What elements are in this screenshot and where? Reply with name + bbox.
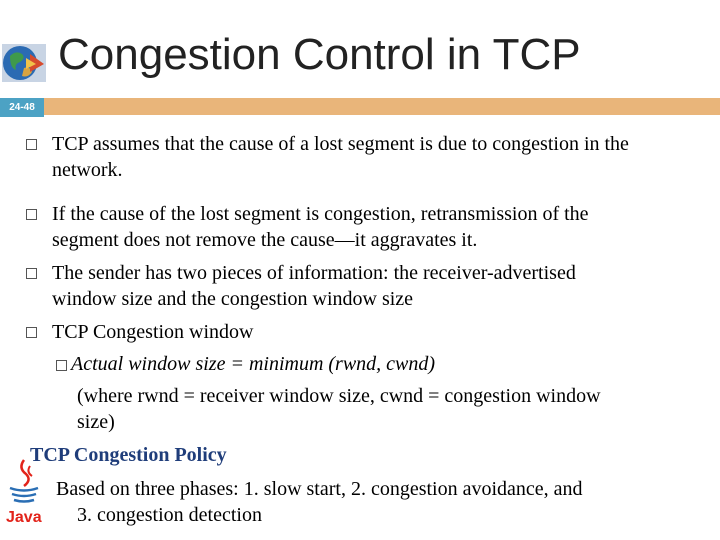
bullet-icon xyxy=(26,209,37,220)
sub-bullet-note-line: size) xyxy=(77,411,115,433)
title-divider-bar xyxy=(0,98,720,115)
bullet-line: The sender has two pieces of information: the receiver-advertised xyxy=(52,262,576,284)
java-logo-icon xyxy=(4,458,44,528)
svg-text:Java: Java xyxy=(6,509,42,526)
policy-line: 3. congestion detection xyxy=(77,504,262,526)
policy-heading: TCP Congestion Policy xyxy=(30,444,227,466)
sub-bullet-line xyxy=(56,351,435,377)
slide-title: Congestion Control in TCP xyxy=(58,30,581,79)
sub-bullet-icon xyxy=(56,360,67,371)
bullet-line: segment does not remove the cause—it aggravates it. xyxy=(52,229,478,251)
sub-bullet-text: Actual window size = minimum (rwnd, cwnd) xyxy=(71,353,436,375)
bullet-line: TCP assumes that the cause of a lost segment is due to congestion in the xyxy=(52,133,629,155)
bullet-line: window size and the congestion window size xyxy=(52,288,414,310)
bullet-line: TCP Congestion window xyxy=(52,321,254,343)
bullet-icon xyxy=(26,139,37,150)
policy-line: Based on three phases: 1. slow start, 2. congestion avoidance, and xyxy=(56,478,583,500)
bullet-icon xyxy=(26,327,37,338)
slide-number-badge: 24-48 xyxy=(0,98,44,117)
bullet-line: If the cause of the lost segment is congestion, retransmission of the xyxy=(52,203,589,225)
sub-bullet-note-line: (where rwnd = receiver window size, cwnd = congestion window xyxy=(77,385,601,407)
bullet-icon xyxy=(26,268,37,279)
bullet-line: network. xyxy=(52,159,123,181)
globe-logo-icon xyxy=(0,40,48,86)
